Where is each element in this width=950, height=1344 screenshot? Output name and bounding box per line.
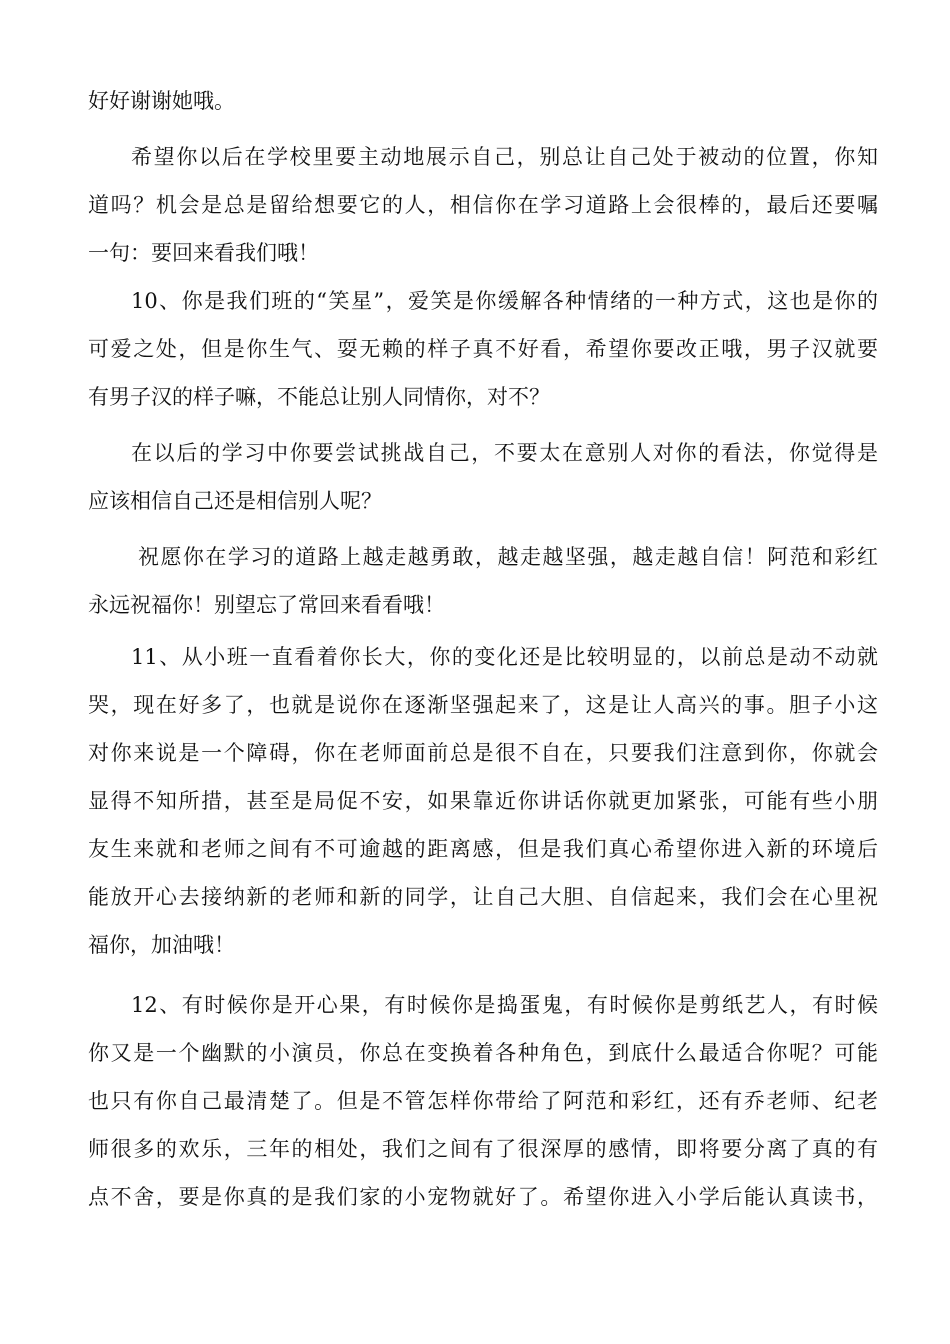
text-line: 你又是一个幽默的小演员，你总在变换着各种角色，到底什么最适合你呢？可能: [88, 1041, 878, 1065]
text-line: 在以后的学习中你要尝试挑战自己，不要太在意别人对你的看法，你觉得是: [131, 441, 878, 465]
text-line: 对你来说是一个障碍，你在老师面前总是很不自在，只要我们注意到你，你就会: [88, 741, 878, 765]
text-line: 一句：要回来看我们哦！: [88, 241, 319, 265]
text-line: 能放开心去接纳新的老师和新的同学，让自己大胆、自信起来，我们会在心里祝: [88, 885, 878, 909]
text-line: 可爱之处，但是你生气、耍无赖的样子真不好看，希望你要改正哦，男子汉就要: [88, 337, 878, 361]
text-line: 祝愿你在学习的道路上越走越勇敢，越走越坚强，越走越自信！阿范和彩红: [138, 545, 878, 569]
text-line: 12、有时候你是开心果，有时候你是捣蛋鬼，有时候你是剪纸艺人，有时候: [131, 993, 878, 1017]
text-line: 永远祝福你！别望忘了常回来看看哦！: [88, 593, 445, 617]
text-line: 显得不知所措，甚至是局促不安，如果靠近你讲话你就更加紧张，可能有些小朋: [88, 789, 878, 813]
text-line: 希望你以后在学校里要主动地展示自己，别总让自己处于被动的位置，你知: [131, 145, 878, 169]
text-line: 友生来就和老师之间有不可逾越的距离感，但是我们真心希望你进入新的环境后: [88, 837, 878, 861]
text-line: 福你，加油哦！: [88, 933, 235, 957]
text-line: 10、你是我们班的“笑星”，爱笑是你缓解各种情绪的一种方式，这也是你的: [131, 289, 878, 313]
text-line: 哭，现在好多了，也就是说你在逐渐坚强起来了，这是让人高兴的事。胆子小这: [88, 693, 878, 717]
text-line: 好好谢谢她哦。: [88, 89, 235, 113]
text-line: 应该相信自己还是相信别人呢？: [88, 489, 382, 513]
text-line: 点不舍，要是你真的是我们家的小宠物就好了。希望你进入小学后能认真读书，: [88, 1185, 878, 1209]
text-line: 也只有你自己最清楚了。但是不管怎样你带给了阿范和彩红，还有乔老师、纪老: [88, 1089, 878, 1113]
text-line: 有男子汉的样子嘛，不能总让别人同情你，对不？: [88, 385, 550, 409]
text-line: 师很多的欢乐，三年的相处，我们之间有了很深厚的感情，即将要分离了真的有: [88, 1137, 878, 1161]
text-line: 道吗？机会是总是留给想要它的人，相信你在学习道路上会很棒的，最后还要嘱: [88, 193, 878, 217]
text-line: 11、从小班一直看着你长大，你的变化还是比较明显的，以前总是动不动就: [131, 645, 878, 669]
